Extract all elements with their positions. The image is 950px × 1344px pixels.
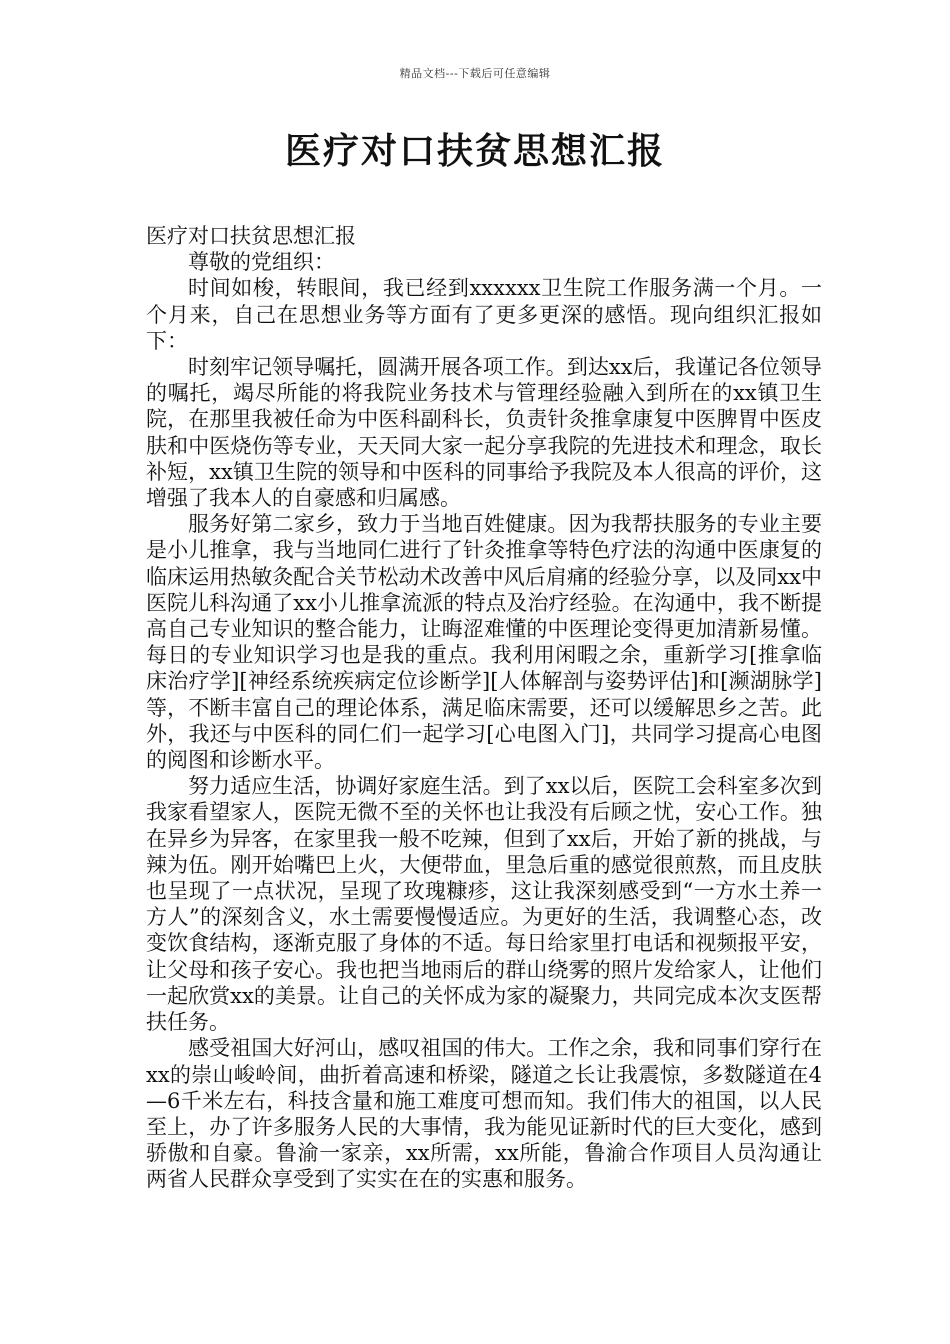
document-body — [146, 223, 822, 1193]
paragraph-service: 服务好第二家乡，致力于当地百姓健康。因为我帮扶服务的专业主要是小儿推拿，我与当地同仁进行了针灸推拿等特色疗法的沟通中医康复的临床运用热敏灸配合关节松动术改善中风后肩痛的经验分享，以及同xx中医院儿科沟通了xx小儿推拿流派的特点及治疗经验。在沟通中，我不断提高自己专业知识的整合能力，让晦涩难懂的中医理论变得更加清新易懂。每日的专业知识学习也是我的重点。我利用闲暇之余，重新学习[推拿临床治疗学][神经系统疾病定位诊断学][人体解剖与姿势评估]和[濒湖脉学]等，不断丰富自己的理论体系，满足临床需要，还可以缓解思乡之苦。此外，我还与中医科的同仁们一起学习[心电图入门]，共同学习提高心电图的阅图和诊断水平。 — [146, 512, 822, 773]
paragraph-intro: 时间如梭，转眼间，我已经到xxxxxx卫生院工作服务满一个月。一个月来，自己在思想业务等方面有了更多更深的感悟。现向组织汇报如下： — [146, 276, 822, 353]
paragraph-country: 感受祖国大好河山，感叹祖国的伟大。工作之余，我和同事们穿行在xx的崇山峻岭间，曲折着高速和桥梁，隧道之长让我震惊，多数隧道在4—6千米左右，科技含量和施工难度可想而知。我们伟大的祖国，以人民至上，办了许多服务人民的大事情，我为能见证新时代的巨大变化，感到骄傲和自豪。鲁渝一家亲，xx所需，xx所能，鲁渝合作项目人员沟通让两省人民群众享受到了实实在在的实惠和服务。 — [146, 1036, 822, 1192]
document-subtitle: 医疗对口扶贫思想汇报 — [146, 224, 356, 248]
paragraph-work: 时刻牢记领导嘱托，圆满开展各项工作。到达xx后，我谨记各位领导的嘱托，竭尽所能的将我院业务技术与管理经验融入到所在的xx镇卫生院，在那里我被任命为中医科副科长，负责针灸推拿康复中医脾胃中医皮肤和中医烧伤等专业，天天同大家一起分享我院的先进技术和理念，取长补短，xx镇卫生院的领导和中医科的同事给予我院及本人很高的评价，这增强了我本人的自豪感和归属感。 — [146, 355, 822, 511]
paragraph-life: 努力适应生活，协调好家庭生活。到了xx以后，医院工会科室多次到我家看望家人，医院无微不至的关怀也让我没有后顾之忧，安心工作。独在异乡为异客，在家里我一般不吃辣，但到了xx后，开始了新的挑战，与辣为伍。刚开始嘴巴上火，大便带血，里急后重的感觉很煎熬，而且皮肤也呈现了一点状况，呈现了玫瑰糠疹，这让我深刻感受到“一方水土养一方人”的深刻含义，水土需要慢慢适应。为更好的生活，我调整心态，改变饮食结构，逐渐克服了身体的不适。每日给家里打电话和视频报平安，让父母和孩子安心。我也把当地雨后的群山绕雾的照片发给家人，让他们一起欣赏xx的美景。让自己的关怀成为家的凝聚力，共同完成本次支医帮扶任务。 — [146, 774, 822, 1035]
page-header: 精品文档---下载后可任意编辑 — [399, 67, 551, 80]
greeting: 尊敬的党组织： — [188, 250, 335, 275]
document-title: 医疗对口扶贫思想汇报 — [284, 130, 665, 172]
